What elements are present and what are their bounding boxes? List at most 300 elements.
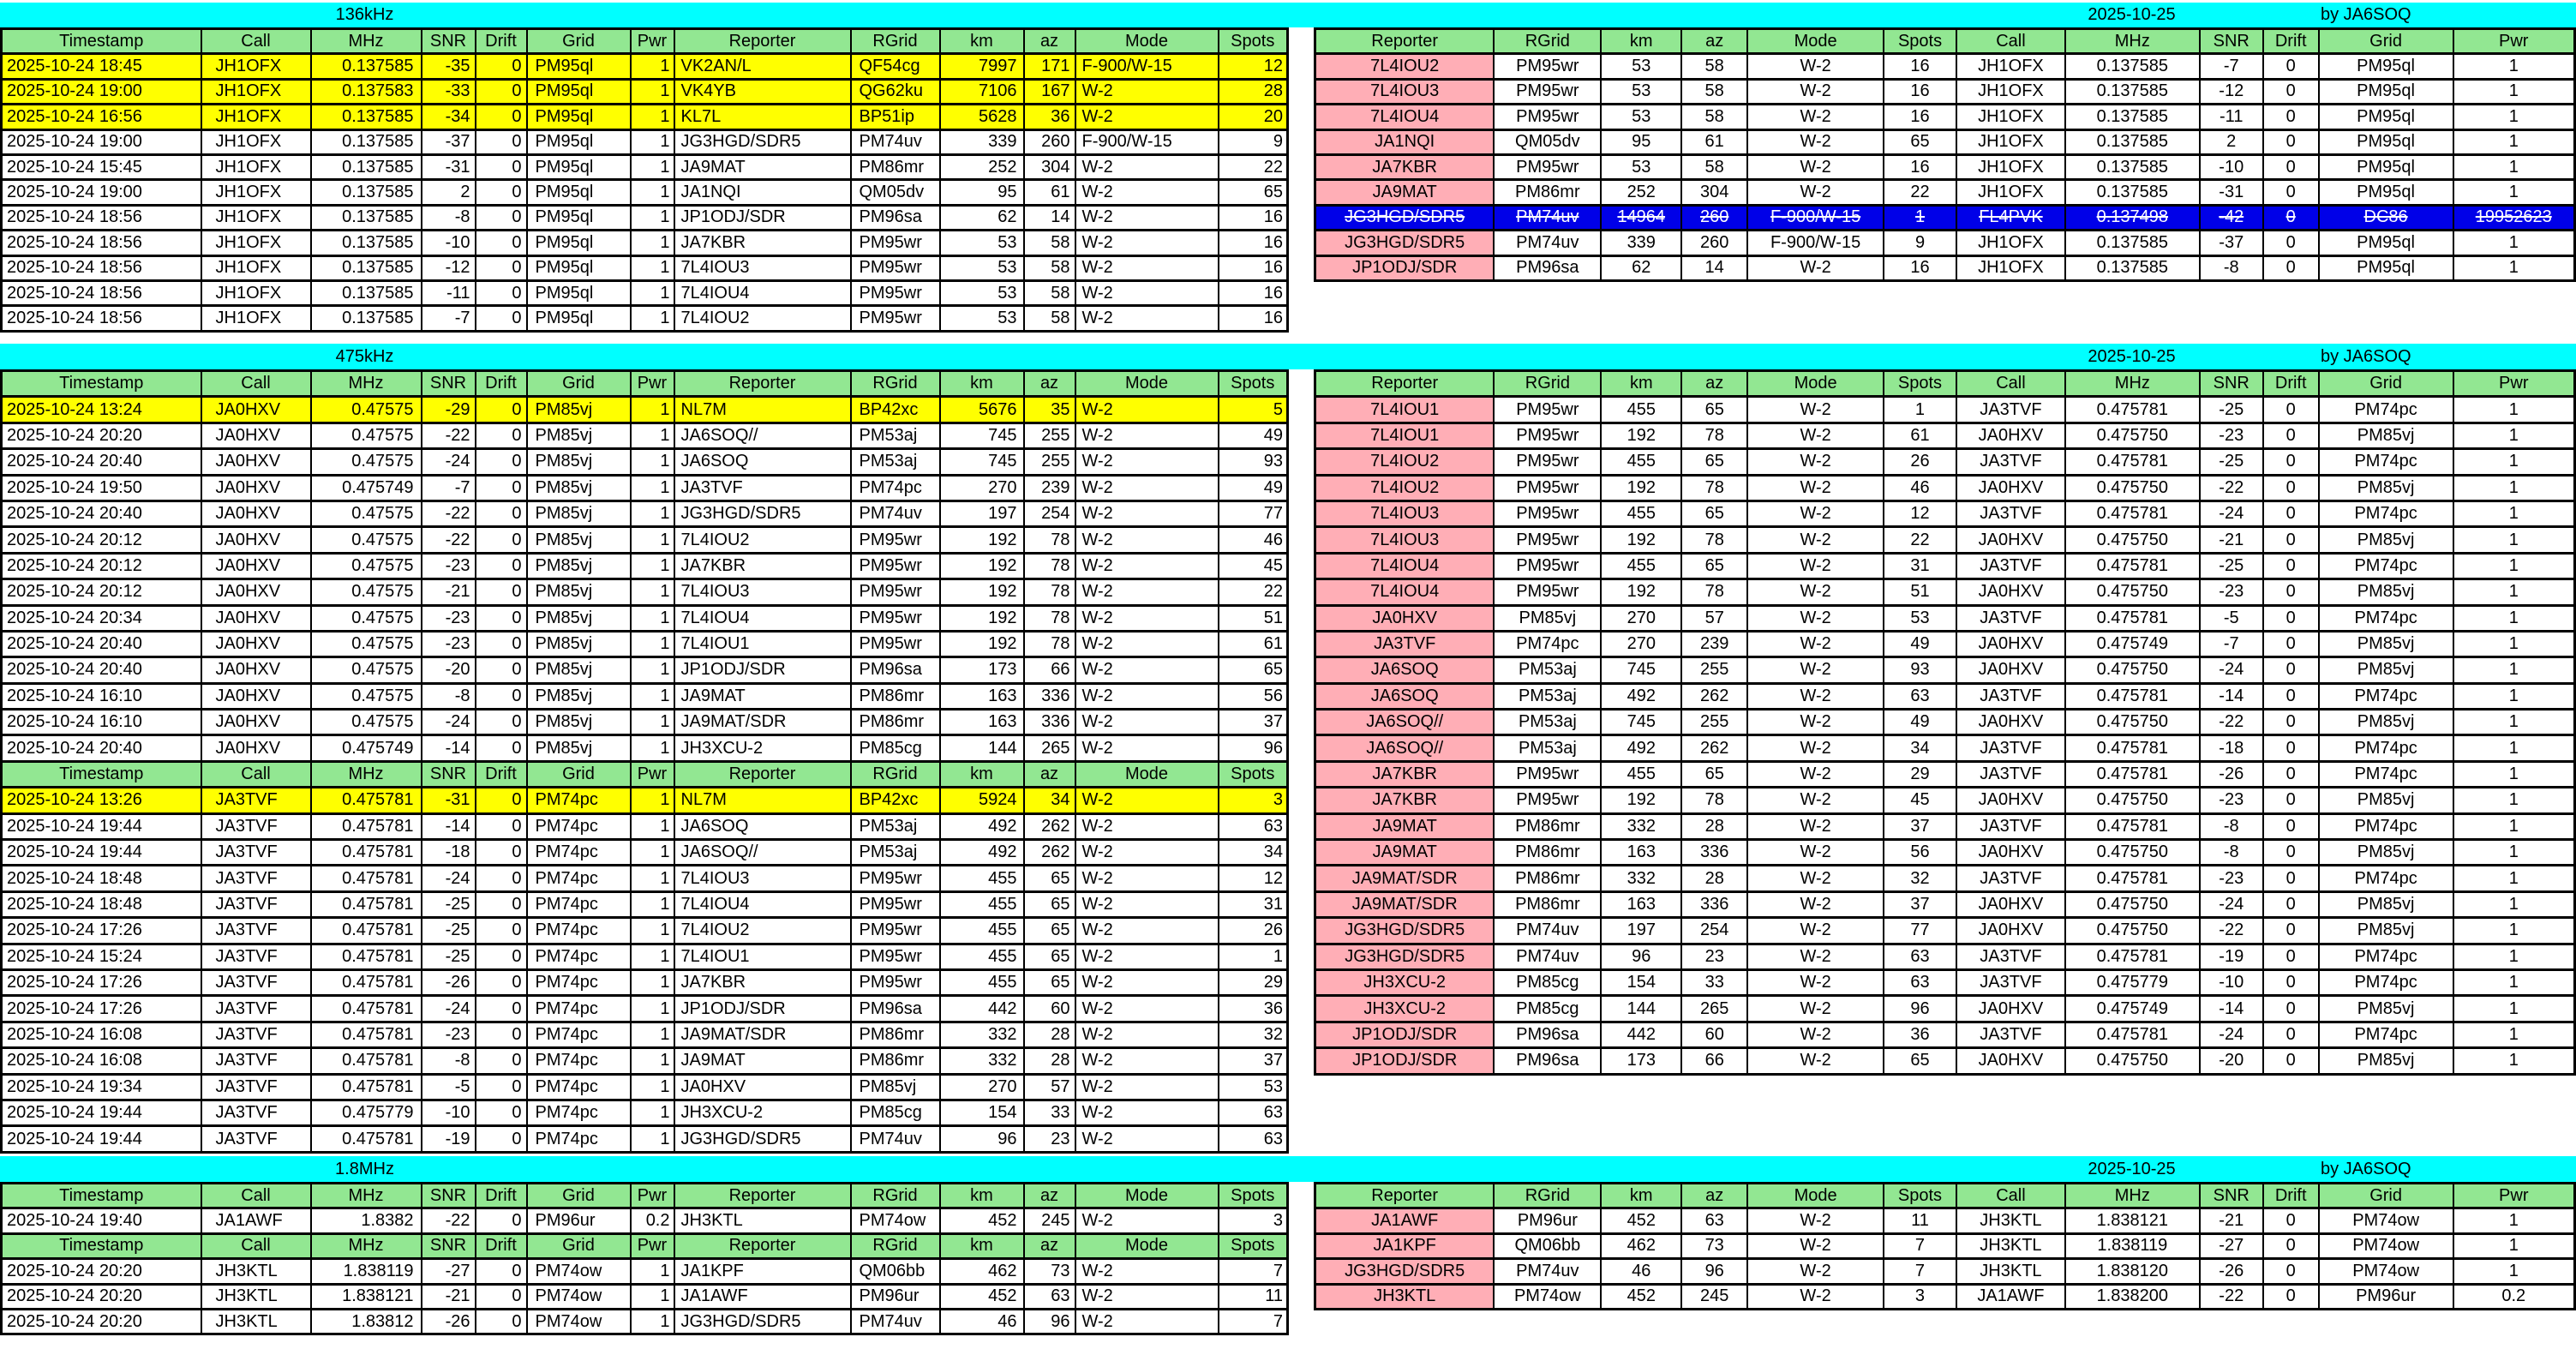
cell-spots[interactable]: 11: [1884, 1208, 1956, 1233]
cell-call[interactable]: JA0HXV: [201, 397, 311, 423]
cell-pwr[interactable]: 1: [631, 579, 674, 605]
cell-grid[interactable]: PM95ql: [2319, 180, 2453, 205]
column-header-mhz[interactable]: MHz: [2065, 1184, 2200, 1208]
cell-reporter[interactable]: JH3XCU-2: [1315, 996, 1495, 1022]
cell-rgrid[interactable]: PM95wr: [851, 231, 940, 255]
cell-mode[interactable]: W-2: [1075, 813, 1219, 839]
cell-snr[interactable]: -25: [422, 944, 476, 969]
cell-km[interactable]: 745: [940, 423, 1024, 448]
cell-mhz[interactable]: 1.838119: [311, 1259, 422, 1284]
cell-az[interactable]: 239: [1681, 631, 1747, 657]
cell-pwr[interactable]: 1: [631, 449, 674, 475]
cell-km[interactable]: 452: [940, 1284, 1024, 1309]
cell-spots[interactable]: 31: [1219, 891, 1288, 917]
cell-mode[interactable]: F-900/W-15: [1075, 129, 1219, 154]
column-header-mhz[interactable]: MHz: [311, 1184, 422, 1208]
byline[interactable]: by JA6SOQ: [2321, 5, 2411, 24]
cell-mhz[interactable]: 0.47575: [311, 397, 422, 423]
cell-rgrid[interactable]: PM86mr: [1494, 891, 1601, 917]
cell-rgrid[interactable]: PM96ur: [851, 1284, 940, 1309]
cell-spots[interactable]: 12: [1884, 501, 1956, 526]
cell-call[interactable]: JA1AWF: [1956, 1284, 2065, 1309]
cell-mode[interactable]: W-2: [1075, 944, 1219, 969]
cell-pwr[interactable]: 1: [2453, 475, 2575, 501]
column-header-grid[interactable]: Grid: [527, 761, 631, 787]
cell-drift[interactable]: 0: [476, 423, 527, 448]
cell-az[interactable]: 245: [1681, 1284, 1747, 1309]
cell-spots[interactable]: 36: [1884, 1022, 1956, 1047]
cell-grid[interactable]: PM74pc: [2319, 605, 2453, 631]
cell-grid[interactable]: PM95ql: [527, 306, 631, 331]
cell-grid[interactable]: PM85vj: [2319, 1048, 2453, 1074]
cell-km[interactable]: 452: [1601, 1284, 1681, 1309]
cell-spots[interactable]: 11: [1219, 1284, 1288, 1309]
cell-rgrid[interactable]: PM53aj: [851, 423, 940, 448]
column-header-az[interactable]: az: [1024, 761, 1075, 787]
cell-mode[interactable]: W-2: [1075, 710, 1219, 735]
column-header-drift[interactable]: Drift: [2263, 29, 2319, 54]
cell-drift[interactable]: 0: [476, 996, 527, 1022]
cell-km[interactable]: 492: [1601, 683, 1681, 709]
cell-timestamp[interactable]: 2025-10-24 20:12: [2, 527, 201, 553]
cell-rgrid[interactable]: PM95wr: [1494, 105, 1601, 129]
cell-mhz[interactable]: 0.475781: [311, 788, 422, 813]
cell-grid[interactable]: PM74pc: [527, 891, 631, 917]
cell-reporter[interactable]: 7L4IOU2: [674, 918, 851, 944]
cell-mode[interactable]: W-2: [1075, 788, 1219, 813]
cell-drift[interactable]: 0: [2263, 866, 2319, 891]
cell-reporter[interactable]: 7L4IOU2: [674, 527, 851, 553]
column-header-az[interactable]: az: [1024, 1184, 1075, 1208]
cell-drift[interactable]: 0: [476, 710, 527, 735]
cell-mode[interactable]: W-2: [1075, 423, 1219, 448]
cell-drift[interactable]: 0: [2263, 813, 2319, 839]
column-header-drift[interactable]: Drift: [476, 1184, 527, 1208]
cell-pwr[interactable]: 1: [631, 180, 674, 205]
cell-pwr[interactable]: 1: [2453, 866, 2575, 891]
cell-mode[interactable]: W-2: [1747, 1048, 1884, 1074]
cell-pwr[interactable]: 1: [2453, 891, 2575, 917]
cell-pwr[interactable]: 1: [2453, 1259, 2575, 1284]
cell-mhz[interactable]: 0.137585: [311, 54, 422, 79]
cell-mhz[interactable]: 0.475781: [2065, 501, 2200, 526]
cell-reporter[interactable]: JP1ODJ/SDR: [674, 205, 851, 230]
cell-reporter[interactable]: JA1KPF: [674, 1259, 851, 1284]
cell-km[interactable]: 462: [940, 1259, 1024, 1284]
cell-km[interactable]: 154: [940, 1100, 1024, 1125]
cell-mhz[interactable]: 0.475781: [311, 1126, 422, 1152]
cell-mode[interactable]: W-2: [1747, 944, 1884, 969]
cell-mhz[interactable]: 0.137585: [2065, 105, 2200, 129]
cell-call[interactable]: JA0HXV: [1956, 840, 2065, 866]
cell-timestamp[interactable]: 2025-10-24 18:56: [2, 280, 201, 305]
column-header-grid[interactable]: Grid: [527, 371, 631, 397]
cell-rgrid[interactable]: PM95wr: [1494, 475, 1601, 501]
cell-mode[interactable]: W-2: [1075, 605, 1219, 631]
column-header-grid[interactable]: Grid: [527, 29, 631, 54]
cell-call[interactable]: JH3KTL: [1956, 1233, 2065, 1258]
cell-rgrid[interactable]: PM53aj: [1494, 657, 1601, 683]
cell-grid[interactable]: PM96ur: [527, 1208, 631, 1233]
cell-reporter[interactable]: 7L4IOU3: [1315, 79, 1495, 104]
cell-grid[interactable]: PM74pc: [2319, 683, 2453, 709]
cell-call[interactable]: JH1OFX: [201, 79, 311, 104]
cell-pwr[interactable]: 1: [631, 605, 674, 631]
cell-call[interactable]: JA3TVF: [201, 918, 311, 944]
cell-drift[interactable]: 0: [476, 397, 527, 423]
cell-reporter[interactable]: 7L4IOU2: [1315, 449, 1495, 475]
cell-snr[interactable]: -23: [2200, 788, 2263, 813]
cell-mhz[interactable]: 0.47575: [311, 657, 422, 683]
cell-grid[interactable]: PM74pc: [527, 1022, 631, 1047]
column-header-rgrid[interactable]: RGrid: [1494, 371, 1601, 397]
cell-grid[interactable]: PM95ql: [527, 255, 631, 280]
cell-snr[interactable]: -10: [422, 1100, 476, 1125]
cell-km[interactable]: 163: [1601, 891, 1681, 917]
cell-call[interactable]: JA0HXV: [1956, 710, 2065, 735]
cell-pwr[interactable]: 1: [2453, 657, 2575, 683]
cell-call[interactable]: JA3TVF: [1956, 553, 2065, 579]
cell-grid[interactable]: PM96ur: [2319, 1284, 2453, 1309]
column-header-drift[interactable]: Drift: [476, 371, 527, 397]
cell-grid[interactable]: PM74pc: [2319, 735, 2453, 761]
cell-rgrid[interactable]: PM74uv: [1494, 944, 1601, 969]
cell-snr[interactable]: -31: [422, 788, 476, 813]
cell-km[interactable]: 332: [1601, 813, 1681, 839]
cell-az[interactable]: 63: [1024, 1284, 1075, 1309]
cell-pwr[interactable]: 1: [2453, 180, 2575, 205]
cell-mhz[interactable]: 0.475749: [311, 735, 422, 761]
cell-drift[interactable]: 0: [476, 1048, 527, 1074]
cell-call[interactable]: JA3TVF: [201, 788, 311, 813]
cell-snr[interactable]: 2: [422, 180, 476, 205]
column-header-mode[interactable]: Mode: [1075, 1233, 1219, 1258]
cell-call[interactable]: JH1OFX: [1956, 105, 2065, 129]
cell-km[interactable]: 96: [1601, 944, 1681, 969]
column-header-pwr[interactable]: Pwr: [631, 29, 674, 54]
column-header-timestamp[interactable]: Timestamp: [2, 761, 201, 787]
cell-mode[interactable]: W-2: [1747, 154, 1884, 179]
cell-pwr[interactable]: 1: [631, 306, 674, 331]
cell-call[interactable]: JH1OFX: [1956, 79, 2065, 104]
cell-rgrid[interactable]: PM95wr: [1494, 423, 1601, 448]
cell-call[interactable]: JH1OFX: [1956, 54, 2065, 79]
cell-pwr[interactable]: 1: [631, 79, 674, 104]
cell-pwr[interactable]: 1: [631, 1126, 674, 1152]
cell-pwr[interactable]: 1: [2453, 423, 2575, 448]
cell-mhz[interactable]: 0.137585: [2065, 79, 2200, 104]
cell-km[interactable]: 53: [1601, 54, 1681, 79]
cell-km[interactable]: 62: [1601, 255, 1681, 280]
cell-snr[interactable]: -22: [2200, 475, 2263, 501]
cell-call[interactable]: JA0HXV: [201, 710, 311, 735]
cell-mhz[interactable]: 0.475781: [311, 1074, 422, 1100]
cell-spots[interactable]: 63: [1219, 1126, 1288, 1152]
cell-call[interactable]: JA0HXV: [201, 423, 311, 448]
cell-drift[interactable]: 0: [2263, 449, 2319, 475]
cell-drift[interactable]: 0: [2263, 1208, 2319, 1233]
cell-drift[interactable]: 0: [476, 231, 527, 255]
cell-call[interactable]: JH3KTL: [201, 1259, 311, 1284]
cell-drift[interactable]: 0: [476, 735, 527, 761]
cell-drift[interactable]: 0: [2263, 501, 2319, 526]
cell-timestamp[interactable]: 2025-10-24 19:00: [2, 79, 201, 104]
cell-rgrid[interactable]: PM74ow: [851, 1208, 940, 1233]
cell-pwr[interactable]: 1: [631, 1259, 674, 1284]
cell-spots[interactable]: 7: [1219, 1259, 1288, 1284]
cell-rgrid[interactable]: PM95wr: [1494, 579, 1601, 605]
cell-reporter[interactable]: 7L4IOU4: [1315, 579, 1495, 605]
cell-call[interactable]: JA3TVF: [201, 1100, 311, 1125]
cell-call[interactable]: JA0HXV: [201, 501, 311, 526]
cell-mode[interactable]: W-2: [1747, 105, 1884, 129]
cell-az[interactable]: 58: [1681, 54, 1747, 79]
cell-pwr[interactable]: 1: [2453, 969, 2575, 995]
cell-grid[interactable]: PM85vj: [527, 657, 631, 683]
cell-mode[interactable]: W-2: [1747, 527, 1884, 553]
cell-grid[interactable]: PM85vj: [527, 397, 631, 423]
cell-km[interactable]: 197: [940, 501, 1024, 526]
cell-mode[interactable]: W-2: [1075, 1309, 1219, 1334]
cell-spots[interactable]: 22: [1219, 579, 1288, 605]
cell-spots[interactable]: 61: [1884, 423, 1956, 448]
cell-spots[interactable]: 34: [1219, 840, 1288, 866]
column-header-reporter[interactable]: Reporter: [1315, 371, 1495, 397]
cell-reporter[interactable]: JG3HGD/SDR5: [1315, 1259, 1495, 1284]
cell-rgrid[interactable]: PM96sa: [851, 657, 940, 683]
cell-az[interactable]: 33: [1024, 1100, 1075, 1125]
cell-pwr[interactable]: 1: [2453, 579, 2575, 605]
column-header-call[interactable]: Call: [1956, 1184, 2065, 1208]
cell-call[interactable]: JH1OFX: [1956, 255, 2065, 280]
cell-pwr[interactable]: 1: [2453, 79, 2575, 104]
cell-spots[interactable]: 16: [1884, 105, 1956, 129]
cell-timestamp[interactable]: 2025-10-24 18:45: [2, 54, 201, 79]
cell-mhz[interactable]: 1.838120: [2065, 1259, 2200, 1284]
cell-call[interactable]: JA3TVF: [1956, 501, 2065, 526]
cell-reporter[interactable]: 7L4IOU4: [674, 280, 851, 305]
cell-call[interactable]: JH1OFX: [201, 180, 311, 205]
column-header-mode[interactable]: Mode: [1747, 29, 1884, 54]
cell-mode[interactable]: W-2: [1075, 683, 1219, 709]
cell-mode[interactable]: W-2: [1747, 683, 1884, 709]
cell-mhz[interactable]: 0.137585: [2065, 231, 2200, 255]
cell-mode[interactable]: W-2: [1075, 79, 1219, 104]
cell-spots[interactable]: 22: [1884, 180, 1956, 205]
column-header-rgrid[interactable]: RGrid: [1494, 1184, 1601, 1208]
cell-km[interactable]: 197: [1601, 918, 1681, 944]
cell-call[interactable]: JH1OFX: [201, 231, 311, 255]
cell-rgrid[interactable]: PM53aj: [1494, 735, 1601, 761]
cell-mode[interactable]: W-2: [1747, 129, 1884, 154]
cell-pwr[interactable]: 1: [2453, 54, 2575, 79]
column-header-reporter[interactable]: Reporter: [1315, 1184, 1495, 1208]
cell-snr[interactable]: -8: [2200, 813, 2263, 839]
cell-call[interactable]: JA3TVF: [1956, 866, 2065, 891]
column-header-spots[interactable]: Spots: [1219, 29, 1288, 54]
cell-reporter[interactable]: JA9MAT: [1315, 180, 1495, 205]
cell-pwr[interactable]: 1: [2453, 996, 2575, 1022]
column-header-mode[interactable]: Mode: [1075, 371, 1219, 397]
cell-mhz[interactable]: 0.137585: [311, 180, 422, 205]
cell-call[interactable]: JA0HXV: [201, 735, 311, 761]
cell-az[interactable]: 61: [1681, 129, 1747, 154]
column-header-rgrid[interactable]: RGrid: [851, 1233, 940, 1258]
cell-mode[interactable]: W-2: [1747, 1233, 1884, 1258]
cell-pwr[interactable]: 0.2: [631, 1208, 674, 1233]
cell-drift[interactable]: 0: [2263, 579, 2319, 605]
cell-snr[interactable]: -22: [2200, 918, 2263, 944]
cell-rgrid[interactable]: PM53aj: [1494, 683, 1601, 709]
cell-mode[interactable]: W-2: [1747, 1259, 1884, 1284]
cell-rgrid[interactable]: PM86mr: [851, 1022, 940, 1047]
cell-reporter[interactable]: 7L4IOU3: [674, 579, 851, 605]
cell-timestamp[interactable]: 2025-10-24 20:20: [2, 1259, 201, 1284]
cell-grid[interactable]: PM85vj: [2319, 423, 2453, 448]
cell-reporter[interactable]: VK4YB: [674, 79, 851, 104]
column-header-grid[interactable]: Grid: [2319, 29, 2453, 54]
column-header-rgrid[interactable]: RGrid: [851, 761, 940, 787]
cell-timestamp[interactable]: 2025-10-24 19:00: [2, 129, 201, 154]
column-header-call[interactable]: Call: [201, 29, 311, 54]
cell-mode[interactable]: W-2: [1747, 631, 1884, 657]
cell-rgrid[interactable]: PM53aj: [851, 840, 940, 866]
cell-drift[interactable]: 0: [2263, 1284, 2319, 1309]
column-header-az[interactable]: az: [1024, 1233, 1075, 1258]
cell-grid[interactable]: PM85vj: [527, 501, 631, 526]
cell-mode[interactable]: W-2: [1075, 1048, 1219, 1074]
cell-km[interactable]: 745: [940, 449, 1024, 475]
cell-grid[interactable]: PM74pc: [2319, 866, 2453, 891]
cell-pwr[interactable]: 1: [631, 423, 674, 448]
cell-snr[interactable]: -10: [422, 231, 476, 255]
column-header-pwr[interactable]: Pwr: [631, 761, 674, 787]
cell-km[interactable]: 252: [1601, 180, 1681, 205]
cell-mode[interactable]: W-2: [1075, 449, 1219, 475]
cell-timestamp[interactable]: 2025-10-24 17:26: [2, 969, 201, 995]
cell-km[interactable]: 192: [1601, 423, 1681, 448]
cell-drift[interactable]: 0: [476, 527, 527, 553]
cell-call[interactable]: JA0HXV: [201, 605, 311, 631]
cell-grid[interactable]: PM95ql: [2319, 255, 2453, 280]
cell-km[interactable]: 144: [940, 735, 1024, 761]
cell-drift[interactable]: 0: [2263, 891, 2319, 917]
cell-reporter[interactable]: JG3HGD/SDR5: [674, 1309, 851, 1334]
cell-rgrid[interactable]: PM95wr: [851, 605, 940, 631]
cell-timestamp[interactable]: 2025-10-24 16:10: [2, 683, 201, 709]
cell-drift[interactable]: 0: [476, 1309, 527, 1334]
cell-timestamp[interactable]: 2025-10-24 19:44: [2, 1126, 201, 1152]
cell-drift[interactable]: 0: [476, 1022, 527, 1047]
cell-timestamp[interactable]: 2025-10-24 17:26: [2, 918, 201, 944]
cell-rgrid[interactable]: PM95wr: [1494, 397, 1601, 423]
cell-km[interactable]: 95: [940, 180, 1024, 205]
cell-spots[interactable]: 1: [1884, 397, 1956, 423]
cell-call[interactable]: JH1OFX: [201, 255, 311, 280]
cell-spots[interactable]: 29: [1219, 969, 1288, 995]
cell-drift[interactable]: 0: [2263, 996, 2319, 1022]
cell-az[interactable]: 96: [1024, 1309, 1075, 1334]
cell-spots[interactable]: 20: [1219, 105, 1288, 129]
cell-az[interactable]: 78: [1681, 527, 1747, 553]
cell-mode[interactable]: W-2: [1747, 475, 1884, 501]
cell-mode[interactable]: W-2: [1075, 255, 1219, 280]
cell-az[interactable]: 28: [1681, 866, 1747, 891]
cell-km[interactable]: 455: [1601, 761, 1681, 787]
cell-km[interactable]: 270: [1601, 631, 1681, 657]
cell-drift[interactable]: 0: [2263, 205, 2319, 230]
cell-mhz[interactable]: 0.475781: [2065, 866, 2200, 891]
band-label[interactable]: 136kHz: [335, 5, 394, 24]
cell-rgrid[interactable]: PM96ur: [1494, 1208, 1601, 1233]
cell-reporter[interactable]: JP1ODJ/SDR: [1315, 1048, 1495, 1074]
cell-grid[interactable]: PM85vj: [2319, 710, 2453, 735]
cell-drift[interactable]: 0: [2263, 969, 2319, 995]
cell-reporter[interactable]: JA7KBR: [1315, 154, 1495, 179]
cell-rgrid[interactable]: PM74uv: [1494, 1259, 1601, 1284]
cell-reporter[interactable]: JA7KBR: [674, 969, 851, 995]
cell-reporter[interactable]: JH3XCU-2: [674, 735, 851, 761]
cell-call[interactable]: JA3TVF: [201, 1048, 311, 1074]
cell-grid[interactable]: PM85vj: [2319, 788, 2453, 813]
cell-rgrid[interactable]: PM95wr: [1494, 449, 1601, 475]
cell-az[interactable]: 60: [1681, 1022, 1747, 1047]
cell-reporter[interactable]: JG3HGD/SDR5: [1315, 918, 1495, 944]
cell-call[interactable]: JA0HXV: [1956, 657, 2065, 683]
cell-drift[interactable]: 0: [476, 205, 527, 230]
cell-pwr[interactable]: 1: [2453, 788, 2575, 813]
cell-drift[interactable]: 0: [476, 54, 527, 79]
cell-pwr[interactable]: 1: [631, 1074, 674, 1100]
column-header-snr[interactable]: SNR: [422, 371, 476, 397]
cell-km[interactable]: 332: [940, 1048, 1024, 1074]
cell-pwr[interactable]: 1: [631, 205, 674, 230]
cell-drift[interactable]: 0: [476, 1100, 527, 1125]
cell-mhz[interactable]: 0.475781: [311, 891, 422, 917]
cell-rgrid[interactable]: PM74uv: [851, 1309, 940, 1334]
cell-call[interactable]: JH1OFX: [1956, 154, 2065, 179]
column-header-km[interactable]: km: [940, 761, 1024, 787]
cell-az[interactable]: 65: [1681, 397, 1747, 423]
cell-call[interactable]: JH1OFX: [201, 306, 311, 331]
cell-az[interactable]: 58: [1024, 255, 1075, 280]
cell-reporter[interactable]: JP1ODJ/SDR: [1315, 1022, 1495, 1047]
cell-reporter[interactable]: JA1NQI: [674, 180, 851, 205]
cell-call[interactable]: JA3TVF: [1956, 683, 2065, 709]
cell-drift[interactable]: 0: [476, 944, 527, 969]
cell-drift[interactable]: 0: [2263, 1233, 2319, 1258]
column-header-reporter[interactable]: Reporter: [674, 761, 851, 787]
cell-az[interactable]: 65: [1024, 891, 1075, 917]
cell-pwr[interactable]: 1: [631, 657, 674, 683]
cell-drift[interactable]: 0: [2263, 710, 2319, 735]
cell-call[interactable]: JA0HXV: [1956, 1048, 2065, 1074]
cell-drift[interactable]: 0: [2263, 1048, 2319, 1074]
cell-snr[interactable]: -8: [422, 683, 476, 709]
cell-mode[interactable]: W-2: [1747, 710, 1884, 735]
cell-az[interactable]: 262: [1681, 683, 1747, 709]
cell-az[interactable]: 65: [1681, 761, 1747, 787]
cell-mhz[interactable]: 1.8382: [311, 1208, 422, 1233]
cell-mhz[interactable]: 0.475750: [2065, 475, 2200, 501]
cell-mode[interactable]: W-2: [1747, 1022, 1884, 1047]
column-header-reporter[interactable]: Reporter: [1315, 29, 1495, 54]
cell-snr[interactable]: -22: [2200, 710, 2263, 735]
cell-km[interactable]: 455: [940, 866, 1024, 891]
cell-snr[interactable]: -24: [422, 996, 476, 1022]
cell-grid[interactable]: PM95ql: [527, 54, 631, 79]
cell-km[interactable]: 452: [940, 1208, 1024, 1233]
